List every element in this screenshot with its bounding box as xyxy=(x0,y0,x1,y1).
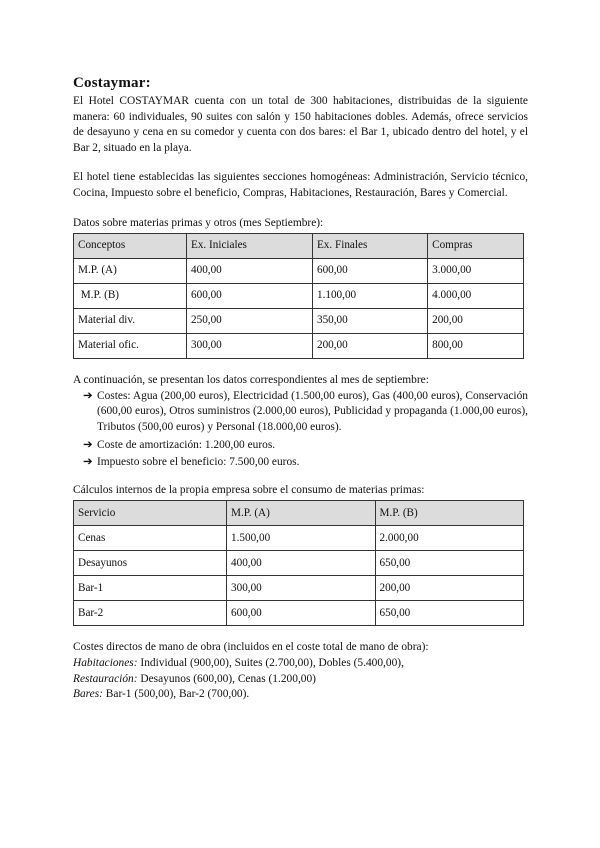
table-row xyxy=(74,284,524,309)
table-cell: 650,00 xyxy=(375,601,524,626)
table-cell: 200,00 xyxy=(312,334,427,359)
spacer xyxy=(73,156,528,170)
list-item xyxy=(83,389,528,436)
header-cell: Compras xyxy=(428,234,524,259)
table-cell: 600,00 xyxy=(187,284,313,309)
table-cell: Bar-1 xyxy=(74,576,227,601)
table-row xyxy=(74,526,524,551)
table-cell: 300,00 xyxy=(187,334,313,359)
table-cell: Desayunos xyxy=(74,551,227,576)
table-cell: 600,00 xyxy=(312,259,427,284)
table-cell: M.P. (B) xyxy=(74,284,187,309)
table-row xyxy=(74,334,524,359)
header-cell: Servicio xyxy=(74,501,227,526)
sections-paragraph: El hotel tiene establecidas las siguientes secciones homogéneas: Administración, Servicio técnico, Cocina, Impuesto sobre el beneficio, Compras, Habitaciones, Restauración, Bares y Comercial. xyxy=(73,171,528,199)
table-header-row xyxy=(74,234,524,259)
table-cell: 400,00 xyxy=(227,551,376,576)
table-cell: 1.100,00 xyxy=(312,284,427,309)
header-cell: M.P. (B) xyxy=(375,501,524,526)
table-cell: Cenas xyxy=(74,526,227,551)
spacer xyxy=(73,359,528,373)
arrow-right-icon: ➔ xyxy=(83,438,93,451)
table-cell: 1.500,00 xyxy=(227,526,376,551)
table-cell: 300,00 xyxy=(227,576,376,601)
labor-caption: Costes directos de mano de obra (incluidos en el coste total de mano de obra): xyxy=(73,641,429,654)
table-cell: M.P. (A) xyxy=(74,259,187,284)
consumption-table xyxy=(73,500,524,626)
table-cell: 2.000,00 xyxy=(375,526,524,551)
labor-label: Restauración: xyxy=(73,672,138,685)
list-item xyxy=(83,438,528,454)
table-row xyxy=(74,601,524,626)
header-cell: Ex. Finales xyxy=(312,234,427,259)
table-cell: 200,00 xyxy=(375,576,524,601)
labor-text: Bar-1 (500,00), Bar-2 (700,00). xyxy=(102,688,250,701)
table-cell: 4.000,00 xyxy=(428,284,524,309)
spacer xyxy=(73,626,528,640)
table-cell: 400,00 xyxy=(187,259,313,284)
intro-paragraph: El Hotel COSTAYMAR cuenta con un total de 300 habitaciones, distribuidas de la siguiente manera: 60 individuales, 90 suites con salón y 150 habitaciones dobles. Además, ofrece servicios de desayuno y cena en su comedor y cuenta con dos bares: el Bar 1, ubicado dentro del hotel, y el Bar 2, situado en la playa. xyxy=(73,95,528,154)
table1-caption: Datos sobre materias primas y otros (mes Septiembre): xyxy=(73,216,324,229)
list-item xyxy=(83,455,528,471)
table-row xyxy=(74,309,524,334)
table-cell: 3.000,00 xyxy=(428,259,524,284)
table-row xyxy=(74,551,524,576)
table-cell: 350,00 xyxy=(312,309,427,334)
arrow-right-icon: ➔ xyxy=(83,389,93,402)
labor-text: Individual (900,00), Suites (2.700,00), Dobles (5.400,00), xyxy=(137,656,404,669)
table-row xyxy=(74,576,524,601)
table-cell: Bar-2 xyxy=(74,601,227,626)
page-title: Costaymar: xyxy=(73,75,151,91)
labor-label: Habitaciones: xyxy=(73,656,138,669)
labor-label: Bares: xyxy=(73,688,103,701)
arrow-right-icon: ➔ xyxy=(83,456,93,469)
labor-habitaciones xyxy=(73,656,528,672)
labor-bares xyxy=(73,687,528,703)
september-intro: A continuación, se presentan los datos correspondientes al mes de septiembre: xyxy=(73,374,429,387)
table-cell: Material ofic. xyxy=(74,334,187,359)
raw-materials-table xyxy=(73,233,524,359)
costs-list xyxy=(73,389,528,471)
table-cell: 250,00 xyxy=(187,309,313,334)
table-header-row xyxy=(74,501,524,526)
header-cell: Conceptos xyxy=(74,234,187,259)
table-cell: 200,00 xyxy=(428,309,524,334)
table-cell: 600,00 xyxy=(227,601,376,626)
labor-restauracion xyxy=(73,672,528,688)
list-item-text: Costes: Agua (200,00 euros), Electricidad (1.500,00 euros), Gas (400,00 euros), Conservación (600,00 euros), Otros suministros (2.000,00 euros), Publicidad y propaganda (1.000,00 euros), Tributos (500,00 euros) y Personal (18.000,00 euros). xyxy=(97,389,528,433)
table2-caption: Cálculos internos de la propia empresa sobre el consumo de materias primas: xyxy=(73,483,425,496)
table-cell: Material div. xyxy=(74,309,187,334)
document-body xyxy=(73,74,528,703)
list-item-text: Impuesto sobre el beneficio: 7.500,00 euros. xyxy=(97,456,300,469)
header-cell: Ex. Iniciales xyxy=(187,234,313,259)
table-cell: 800,00 xyxy=(428,334,524,359)
list-item-text: Coste de amortización: 1.200,00 euros. xyxy=(97,438,276,451)
labor-text: Desayunos (600,00), Cenas (1.200,00) xyxy=(137,672,316,685)
header-cell: M.P. (A) xyxy=(227,501,376,526)
table-cell: 650,00 xyxy=(375,551,524,576)
table-row xyxy=(74,259,524,284)
